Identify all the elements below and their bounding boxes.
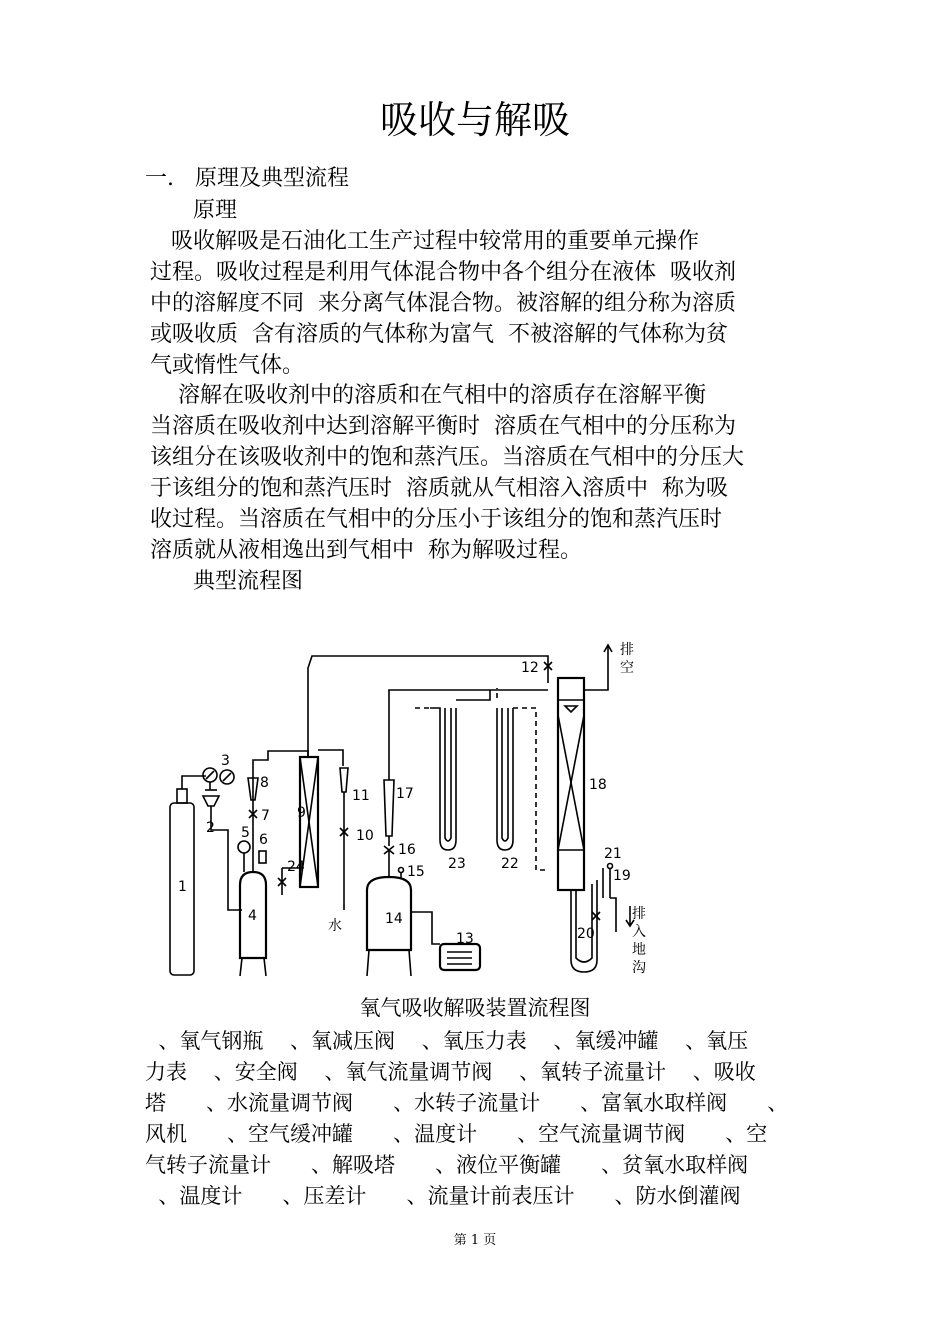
legend-line: 风机 、空气缓冲罐 、温度计 、空气流量调节阀 、空 <box>145 1122 768 1146</box>
legend-line: 塔 、水流量调节阀 、水转子流量计 、富氧水取样阀 、 <box>145 1091 789 1115</box>
paragraph-line: 溶质就从液相逸出到气相中 称为解吸过程。 <box>150 538 582 563</box>
label-2: 2 <box>206 820 215 836</box>
label-17: 17 <box>396 786 414 802</box>
label-12: 12 <box>521 660 539 676</box>
label-9: 9 <box>297 805 306 821</box>
level-balance-tank <box>603 868 610 898</box>
drain-label-char: 入 <box>632 924 646 940</box>
drain-label-char: 排 <box>632 906 646 922</box>
paragraph-line: 中的溶解度不同 来分离气体混合物。被溶解的组分称为溶质 <box>150 291 736 316</box>
page-number: 第 1 页 <box>453 1233 497 1248</box>
thermometer-21 <box>608 864 613 869</box>
legend-line: 力表 、安全阀 、氧气流量调节阀 、氧转子流量计 、吸收 <box>145 1060 756 1084</box>
pressure-gauge-5 <box>238 841 250 853</box>
paragraph-line: 溶解在吸收剂中的溶质和在气相中的溶质存在溶解平衡 <box>150 383 706 408</box>
label-1: 1 <box>178 879 187 895</box>
page-title: 吸收与解吸 <box>379 98 570 142</box>
safety-valve <box>259 851 266 863</box>
paragraph-line: 气或惰性气体。 <box>150 353 305 378</box>
water-label: 水 <box>328 918 342 934</box>
subheading-flow-diagram: 典型流程图 <box>193 569 304 594</box>
label-19: 19 <box>613 868 631 884</box>
legend-line: 、温度计 、压差计 、流量计前表压计 、防水倒灌阀 <box>145 1184 741 1208</box>
paragraph-line: 或吸收质 含有溶质的气体称为富气 不被溶解的气体称为贫 <box>150 322 728 347</box>
label-15: 15 <box>407 864 425 880</box>
label-21: 21 <box>604 846 622 862</box>
label-8: 8 <box>260 775 269 791</box>
legend-line: 气转子流量计 、解吸塔 、液位平衡罐 、贫氧水取样阀 <box>145 1153 749 1177</box>
label-23: 23 <box>448 856 466 872</box>
label-14: 14 <box>385 911 403 927</box>
desorption-tower <box>558 678 584 890</box>
label-20: 20 <box>577 926 595 942</box>
air-rotameter <box>384 780 394 836</box>
label-16: 16 <box>398 842 416 858</box>
anti-backflow-valve <box>278 868 286 895</box>
figure-caption: 氧气吸收解吸装置流程图 <box>359 996 591 1020</box>
label-7: 7 <box>261 808 270 824</box>
drain-label-char: 地 <box>632 942 646 958</box>
label-4: 4 <box>248 908 257 924</box>
paragraph-line: 收过程。当溶质在气相中的分压小于该组分的饱和蒸汽压时 <box>150 507 723 532</box>
vent-label-char: 空 <box>620 660 634 676</box>
paragraph-line: 该组分在该吸收剂中的饱和蒸汽压。当溶质在气相中的分压大 <box>150 445 745 470</box>
paragraph-line: 当溶质在吸收剂中达到溶解平衡时 溶质在气相中的分压称为 <box>150 414 736 439</box>
oxygen-buffer-tank <box>240 872 266 976</box>
label-24: 24 <box>287 859 305 875</box>
lean-water-sample-valve <box>592 912 600 920</box>
label-11: 11 <box>352 788 370 804</box>
label-10: 10 <box>356 828 374 844</box>
paragraph-line: 吸收解吸是石油化工生产过程中较常用的重要单元操作 <box>150 229 699 254</box>
vent-label-char: 排 <box>620 642 634 658</box>
legend-line: 、氧气钢瓶 、氧减压阀 、氧压力表 、氧缓冲罐 、氧压 <box>145 1029 749 1053</box>
paragraph-line: 过程。吸收过程是利用气体混合物中各个组分在液体 吸收剂 <box>150 260 736 285</box>
subheading-principle: 原理 <box>193 198 238 223</box>
manometer-23 <box>445 708 451 841</box>
water-rotameter <box>340 768 348 792</box>
label-22: 22 <box>501 856 519 872</box>
oxygen-pressure-gauge <box>203 768 234 790</box>
section-heading: 一. 原理及典型流程 <box>145 166 349 191</box>
manometer-22 <box>497 708 513 850</box>
paragraph-line: 于该组分的饱和蒸汽压时 溶质就从气相溶入溶质中 称为吸 <box>150 476 728 501</box>
label-18: 18 <box>589 777 607 793</box>
thermometer-15 <box>399 868 404 873</box>
label-13: 13 <box>456 931 474 947</box>
label-6: 6 <box>259 832 268 848</box>
drain-label-char: 沟 <box>632 960 646 976</box>
blower <box>440 944 480 970</box>
pressure-reducing-valve <box>203 790 219 816</box>
label-3: 3 <box>221 753 230 769</box>
label-5: 5 <box>241 825 250 841</box>
